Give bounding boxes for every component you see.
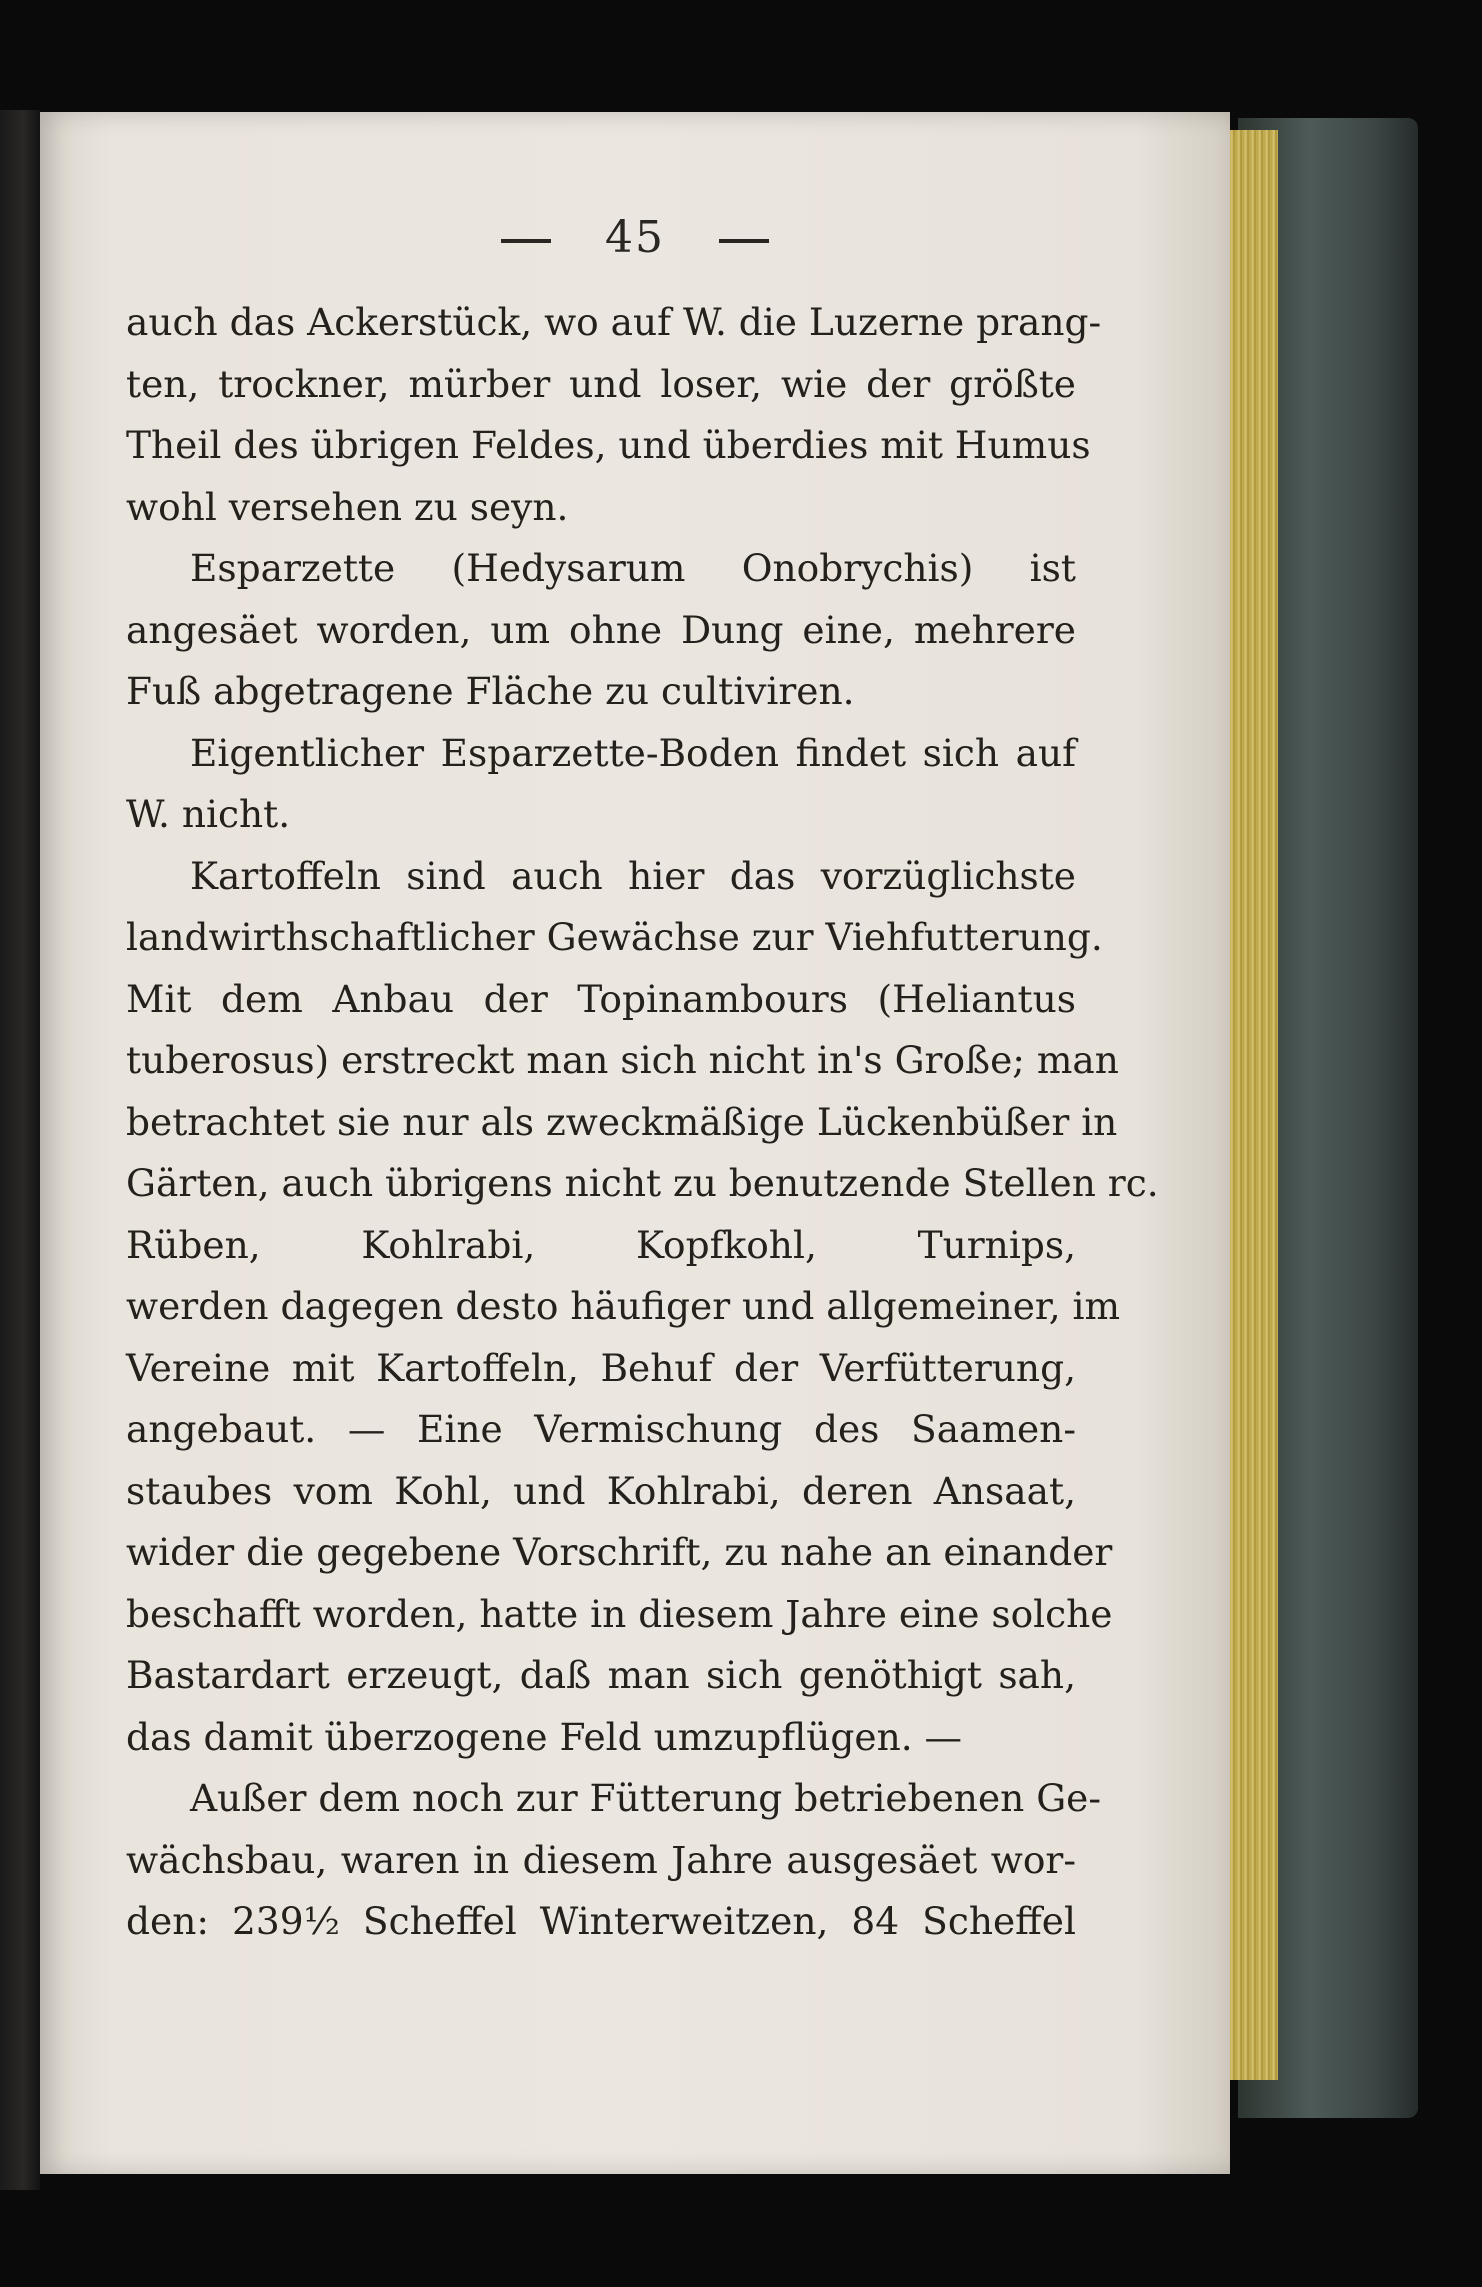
- text-line: das damit überzogene Feld umzupflügen. —: [126, 1714, 963, 1759]
- page-number: 45: [605, 212, 665, 263]
- text-line: Eigentlicher Esparzette-Boden findet sich auf: [190, 730, 1076, 775]
- gilt-page-edges: [1222, 130, 1278, 2080]
- text-line: auch das Ackerstück, wo auf W. die Luzerne prang-: [126, 300, 1102, 344]
- page-header: [40, 212, 1230, 263]
- text-line: wohl versehen zu seyn.: [126, 484, 569, 529]
- text-line: staubes vom Kohl, und Kohlrabi, deren Ansaat,: [126, 1468, 1076, 1513]
- text-line: angesäet worden, um ohne Dung eine, mehrere: [126, 607, 1076, 652]
- text-line: beschafft worden, hatte in diesem Jahre eine solche: [126, 1591, 1113, 1636]
- text-line: Außer dem noch zur Fütterung betriebenen Ge-: [190, 1776, 1102, 1820]
- text-line: betrachtet sie nur als zweckmäßige Lückenbüßer in: [126, 1099, 1118, 1144]
- text-line: Fuß abgetragene Fläche zu cultiviren.: [126, 669, 855, 713]
- text-line: Mit dem Anbau der Topinambours (Heliantus: [126, 976, 1076, 1021]
- header-dash-left: [501, 239, 551, 243]
- text-line: werden dagegen desto häufiger und allgemeiner, im: [126, 1284, 1121, 1328]
- text-line: angebaut. — Eine Vermischung des Saamen-: [126, 1407, 1076, 1451]
- text-line: Bastardart erzeugt, daß man sich genöthigt sah,: [126, 1653, 1076, 1697]
- text-line: Esparzette (Hedysarum Onobrychis) ist: [190, 546, 1076, 590]
- text-line: ten, trockner, mürber und loser, wie der größte: [126, 361, 1076, 406]
- left-page-edge: [0, 110, 40, 2190]
- text-line: Kartoffeln sind auch hier das vorzüglichste: [190, 853, 1076, 898]
- header-dash-right: [719, 239, 769, 243]
- text-line: Gärten, auch übrigens nicht zu benutzende Stellen rc.: [126, 1161, 1159, 1205]
- book-page: [40, 112, 1230, 2174]
- text-line: wider die gegebene Vorschrift, zu nahe an einander: [126, 1530, 1113, 1574]
- text-line: wächsbau, waren in diesem Jahre ausgesäet wor-: [126, 1837, 1076, 1882]
- text-line: Vereine mit Kartoffeln, Behuf der Verfütterung,: [126, 1345, 1076, 1390]
- text-line: den: 239½ Scheffel Winterweitzen, 84 Scheffel: [126, 1899, 1076, 1943]
- text-line: tuberosus) erstreckt man sich nicht in's Große; man: [126, 1038, 1119, 1082]
- text-line: W. nicht.: [126, 792, 291, 836]
- text-line: landwirthschaftlicher Gewächse zur Viehfutterung.: [126, 915, 1103, 959]
- text-line: Theil des übrigen Feldes, und überdies mit Humus: [126, 423, 1091, 467]
- text-line: Rüben, Kohlrabi, Kopfkohl, Turnips,: [126, 1222, 1076, 1267]
- body-text: [126, 292, 1159, 1953]
